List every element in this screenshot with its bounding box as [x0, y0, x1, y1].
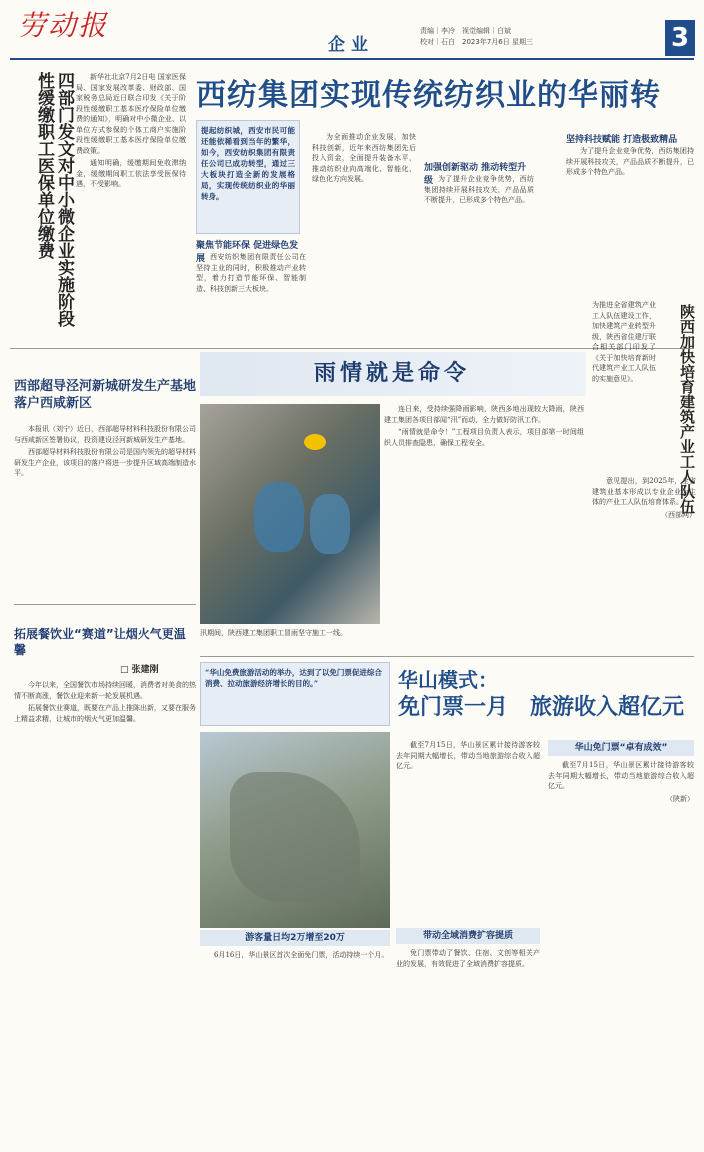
tourism-p1: 6月16日，华山景区首次全面免门票，活动持续一个月。 — [214, 951, 389, 959]
divider-left — [14, 604, 196, 605]
page-info-line-1: 责编｜李冷 视觉编辑｜白斌 — [420, 27, 511, 35]
rain-photo — [200, 404, 380, 624]
left-article-1-body — [14, 424, 196, 594]
tourism-photo — [200, 732, 390, 928]
tourism-p3: 免门票带动了餐饮、住宿、文创等相关产业的发展，有效促进了全域消费扩容提质。 — [396, 949, 540, 968]
rain-article-body — [384, 404, 584, 650]
left-article-2-headline: 拓展餐饮业“赛道”让烟火气更温馨 — [14, 627, 186, 657]
right-article-p2: 意见提出，到2025年，全省建筑业基本形成以专业企业为主体的产业工人队伍培育体系。 — [592, 477, 696, 506]
divider-2 — [200, 656, 694, 657]
left-article-2-p1: 今年以来，全国餐饮市场持续回暖，消费者对美食的热情不断高涨，餐饮业迎来新一轮发展机遇。 — [14, 681, 196, 700]
left-article-1-headline: 西部超导泾河新城研发生产基地落户西咸新区 — [14, 379, 197, 411]
main-subhead-3: 坚持科技赋能 打造极致精品 — [566, 135, 678, 145]
tourism-subhead-2: 带动全域消费扩容提质 — [396, 928, 540, 944]
main-body-p2: 为全面推动企业发展，加快科技创新，近年来西纺集团先后投入资金，全面提升装备水平，推动纺织业向高端化、智能化、绿色化方向发展。 — [312, 133, 416, 183]
main-lede: 提起纺织城，西安市民可能还能依稀看到当年的繁华，如今，西安纺织集团有限责任公司已成功转型，通过三大板块打造全新的发展格局，实现传统纺织业的华丽转身。 — [196, 120, 300, 234]
tourism-headline-1: 华山模式： — [398, 668, 498, 692]
tourism-lede: “华山免费旅游活动的举办，达到了以免门票促进综合消费、拉动旅游经济增长的目的。” — [200, 662, 390, 726]
author-name: 张建刚 — [131, 665, 159, 675]
side-article-p1: 新华社北京7月2日电 国家医保局、国家发展改革委、财政部、国家税务总局近日联合印发《关于阶段性缓缴职工基本医疗保险单位缴费的通知》，明确对中小微企业、以单位方式参保的个体工商户实施阶段性缓缴职工基本医疗保险单位缴费政策。 — [76, 73, 186, 155]
top-rule — [10, 58, 694, 60]
tourism-source: （陕新） — [666, 794, 694, 803]
left-article-1-p2: 西部超导材料科技股份有限公司是国内领先的超导材料研发生产企业，该项目的落户将进一步提升区域高端制造水平。 — [14, 448, 196, 477]
hardhat-shape — [304, 434, 326, 450]
right-vertical-headline: 陕西加快培育建筑产业工人队伍 — [678, 304, 696, 514]
main-subhead-2: 加强创新驱动 推动转型升级 — [424, 163, 527, 186]
tourism-headline-2: 免门票一月 旅游收入超亿元 — [398, 695, 685, 720]
page-info-line-2: 校对｜石白 2023年7月6日 星期三 — [420, 38, 533, 46]
left-article-2-body — [14, 680, 196, 1142]
left-article-2-p2: 拓展餐饮业赛道，既要在产品上推陈出新，又要在服务上精益求精，让城市的烟火气更加温馨。 — [14, 704, 196, 723]
rain-article-p1: 连日来，受持续强降雨影响，陕西多地出现较大降雨，陕西建工集团各项目部闻“汛”而动，全力做好防汛工作。 — [384, 405, 584, 424]
tourism-subhead-3: 华山免门票“卓有成效” — [548, 740, 694, 756]
masthead-logo: 劳动报 — [18, 9, 109, 42]
right-article-body-2 — [592, 476, 696, 640]
tourism-stat-caption: 游客量日均2万增至20万 — [200, 930, 390, 946]
side-article-body — [76, 72, 186, 342]
left-article-2-author — [120, 662, 196, 675]
right-article-source: （西部网） — [661, 510, 696, 519]
tourism-body-col-3 — [396, 948, 540, 1142]
main-body-p4: 为了提升企业竞争优势，西纺集团持续开展科技攻关，产品品质不断提升，已形成多个特色产品。 — [566, 147, 694, 176]
tourism-body-col-2 — [396, 740, 540, 920]
tourism-p4: 截至7月15日，华山景区累计接待游客较去年同期大幅增长，带动当地旅游综合收入超亿元。 — [548, 761, 694, 790]
tourism-body-col-4 — [548, 760, 694, 1142]
main-subhead-1: 聚焦节能环保 促进绿色发展 — [196, 241, 299, 264]
rain-photo-caption: 汛期间，陕西建工集团职工冒雨坚守施工一线。 — [200, 629, 347, 637]
left-article-1-p1: 本报讯（刘宁）近日，西部超导材料科技股份有限公司与西咸新区签署协议，投资建设泾河新城研发生产基地。 — [14, 425, 196, 444]
mountain-shape — [230, 772, 360, 902]
tourism-body-col-1 — [200, 950, 390, 1142]
main-headline: 西纺集团实现传统纺织业的华丽转 — [196, 78, 661, 113]
author-mark: □ — [120, 665, 132, 675]
tourism-p2: 截至7月15日，华山景区累计接待游客较去年同期大幅增长，带动当地旅游综合收入超亿元。 — [396, 741, 540, 770]
raincoat-shape-2 — [310, 494, 350, 554]
rain-headline: 雨情就是命令 — [314, 361, 471, 386]
side-article-p2: 通知明确，缓缴期间免收滞纳金，缓缴期间职工依法享受医保待遇，不受影响。 — [76, 159, 186, 188]
page-number: 3 — [665, 20, 695, 56]
section-title: 企业 — [328, 35, 374, 55]
raincoat-shape — [254, 482, 304, 552]
main-body-col-4 — [566, 146, 694, 296]
side-vertical-headline: 四部门发文对中小微企业实施阶段性缓缴职工医保单位缴费 — [34, 72, 74, 327]
main-body-p3: 为了提升企业竞争优势，西纺集团持续开展科技攻关，产品品质不断提升，已形成多个特色产品。 — [424, 175, 534, 204]
main-body-col-3 — [424, 174, 534, 342]
main-body-p1: 西安纺织集团有限责任公司在坚持主业的同时，积极推动产业转型，着力打造节能环保、智能制造、科技创新三大板块。 — [196, 253, 306, 293]
page-info — [420, 26, 640, 48]
main-body-col-2 — [312, 132, 416, 342]
right-article-body-1: 为推进全省建筑产业工人队伍建设工作，加快建筑产业转型升级，陕西省住建厅联合相关部门印发了《关于加快培育新时代建筑产业工人队伍的实施意见》。 — [592, 301, 656, 383]
main-body-col-1 — [196, 252, 306, 342]
rain-article-p2: “雨情就是命令！”工程项目负责人表示，项目部第一时间组织人员排查隐患，确保工程安全。 — [384, 428, 584, 447]
